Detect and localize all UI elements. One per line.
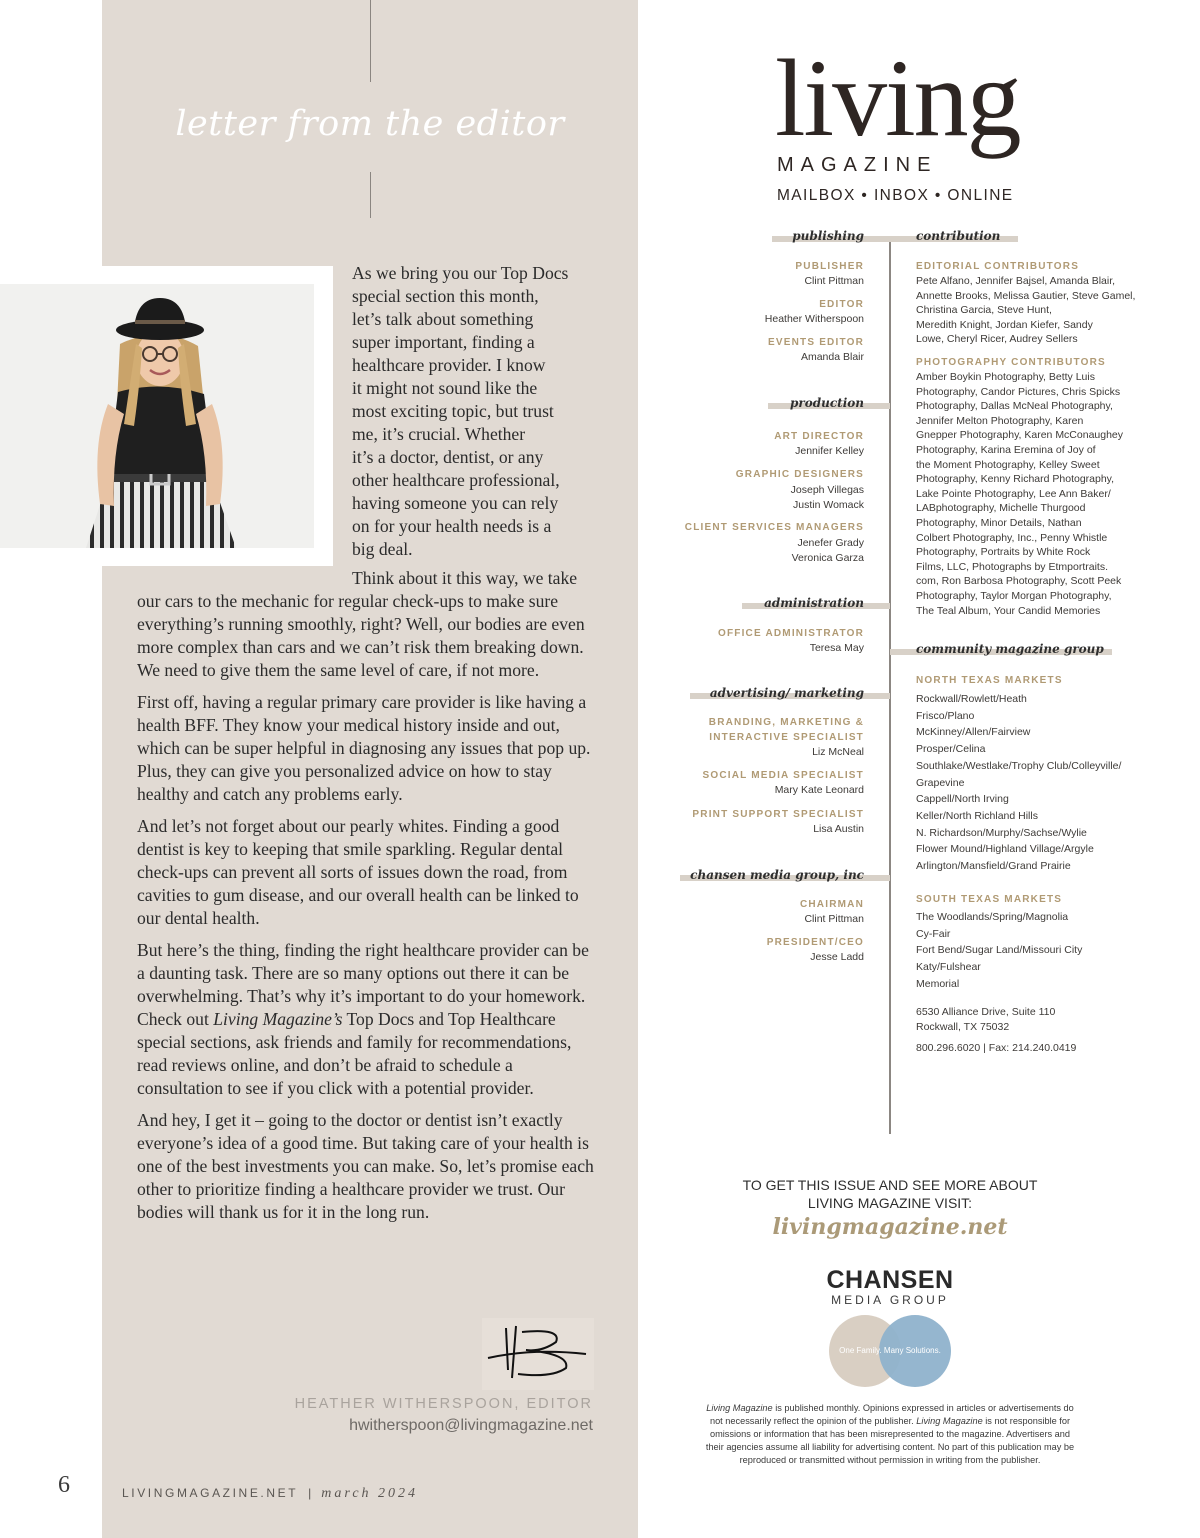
- text-line: The Teal Album, Your Candid Memories: [916, 604, 1101, 617]
- market-item: The Woodlands/Spring/Magnolia: [916, 911, 1069, 923]
- footer-month: march 2024: [321, 1486, 419, 1501]
- paragraph: First off, having a regular primary care provider is like having a health BFF. They know your medical history inside and out, which can be super helpful in diagnosing any issues that pop up. Plus, they can give you personalized advice on how to stay healthy and catch any problems early.: [137, 692, 591, 804]
- opening-paragraph: [352, 262, 595, 561]
- text-line: As we bring you our Top Docs: [352, 263, 569, 283]
- role-label: EDITORIAL CONTRIBUTORS: [916, 261, 1080, 272]
- header-advertising: advertising/ marketing: [709, 686, 864, 700]
- disclaimer-line: their agencies assume all liability for advertising content. No part of this publication may be: [705, 1442, 1075, 1452]
- masthead-center-rule: [889, 238, 891, 1134]
- role-label: BRANDING, MARKETING &: [708, 717, 864, 728]
- role-label: CLIENT SERVICES MANAGERS: [684, 522, 864, 533]
- role-label: SOUTH TEXAS MARKETS: [916, 894, 1063, 905]
- role-label: ART DIRECTOR: [774, 431, 864, 442]
- staff-name: Joseph Villegas: [790, 484, 864, 496]
- paragraph: And hey, I get it – going to the doctor or dentist isn’t exactly everyone’s idea of a good time. But taking care of your health is one of the best investments you can make. So, let’s promise each other to prioritize finding a healthcare provider we trust. Our bodies will thank us for it in the long run.: [137, 1110, 594, 1222]
- staff-name: Jennifer Kelley: [795, 445, 864, 457]
- chansen-logo: CHANSEN: [826, 1266, 954, 1294]
- address-line: Rockwall, TX 75032: [916, 1020, 1010, 1033]
- role-label: CHAIRMAN: [799, 899, 864, 910]
- market-item: McKinney/Allen/Fairview: [916, 726, 1031, 739]
- disclaimer-line: [686, 1415, 1094, 1428]
- editorial-contributors-list: [916, 274, 1135, 347]
- text-line: having someone you can rely: [352, 493, 559, 513]
- text-line: Pete Alfano, Jennifer Bajsel, Amanda Blair,: [916, 275, 1116, 287]
- market-item: N. Richardson/Murphy/Sachse/Wylie: [916, 826, 1087, 839]
- text-line: the Moment Photography, Kelley Sweet: [916, 458, 1100, 471]
- text-line: most exciting topic, but trust: [352, 401, 554, 421]
- promo-text: [740, 1176, 1040, 1212]
- text-line: Jennifer Melton Photography, Karen: [916, 414, 1084, 427]
- disclaimer-line: [686, 1402, 1094, 1415]
- paragraph: Think about it this way, we take our cars to the mechanic for regular check-ups to make sure everything’s running smoothly, right? Well, our bodies are even more complex than cars and we can’t risk them breaking down. We need to give them the same level of care, if not more.: [137, 568, 585, 680]
- address-block: [916, 1005, 1055, 1034]
- text-line: Colbert Photography, Inc., Penny Whistle: [916, 531, 1108, 544]
- footer-site: LIVINGMAGAZINE.NET: [122, 1486, 299, 1500]
- publisher-disclaimer: [686, 1402, 1094, 1467]
- text-line: let’s talk about something: [352, 309, 534, 329]
- market-item: Flower Mound/Highland Village/Argyle: [916, 843, 1094, 856]
- text-line: Photography, Minor Details, Nathan: [916, 516, 1082, 529]
- page-footer: [122, 1486, 418, 1502]
- north-texas-markets-list: [916, 691, 1121, 875]
- text-line: big deal.: [352, 539, 413, 559]
- text-line: me, it’s crucial. Whether: [352, 424, 526, 444]
- disclaimer-line: omissions or information that has been misrepresented to the magazine. Advertisers and: [709, 1429, 1071, 1439]
- role-label: PHOTOGRAPHY CONTRIBUTORS: [916, 357, 1106, 368]
- market-item: Memorial: [916, 977, 960, 990]
- magazine-name-emphasis: Living Magazine: [916, 1416, 983, 1426]
- staff-name: Teresa May: [809, 642, 864, 654]
- staff-name: Heather Witherspoon: [764, 313, 864, 325]
- paragraph: And let’s not forget about our pearly whites. Finding a good dentist is key to keeping that smile sparkling. Regular dental check-ups can prevent all sorts of issues down the road, from cavities to gum disease, and our overall health can be linked to our dental health.: [137, 816, 579, 928]
- promo-line: TO GET THIS ISSUE AND SEE MORE ABOUT: [742, 1177, 1038, 1193]
- magazine-name-emphasis: Living Magazine’s: [213, 1009, 343, 1029]
- text-line: LABphotography, Michelle Thurgood: [916, 502, 1086, 515]
- text-line: it might not sound like the: [352, 378, 538, 398]
- market-item: Grapevine: [916, 776, 965, 789]
- promo-line: LIVING MAGAZINE VISIT:: [807, 1195, 973, 1211]
- phone-fax: 800.296.6020 | Fax: 214.240.0419: [916, 1042, 1077, 1054]
- living-logo: living: [775, 37, 1020, 159]
- text-line: Photography, Dallas McNeal Photography,: [916, 400, 1113, 413]
- signature-name: HEATHER WITHERSPOON, EDITOR: [294, 1396, 593, 1412]
- text-line: Films, LLC, Photographs by Etmportraits.: [916, 560, 1108, 573]
- role-label: EDITOR: [819, 299, 864, 310]
- header-chansen: chansen media group, inc: [690, 868, 864, 882]
- disclaimer-text: is not responsible for: [982, 1416, 1071, 1426]
- divider-line: [370, 172, 371, 218]
- address-line: 6530 Alliance Drive, Suite 110: [916, 1006, 1056, 1018]
- divider-line: [370, 0, 371, 82]
- text-line: Lowe, Cheryl Ricer, Audrey Sellers: [916, 333, 1078, 346]
- signature-image: [482, 1318, 594, 1390]
- section-title: letter from the editor: [175, 104, 565, 144]
- staff-name: Mary Kate Leonard: [774, 784, 864, 796]
- role-label: SOCIAL MEDIA SPECIALIST: [702, 770, 864, 781]
- market-item: Frisco/Plano: [916, 709, 975, 722]
- role-label: OFFICE ADMINISTRATOR: [717, 628, 864, 639]
- chansen-logo-sub: MEDIA GROUP: [831, 1293, 949, 1307]
- magazine-logo-sub: MAGAZINE: [777, 154, 938, 176]
- text-line: healthcare provider. I know: [352, 355, 546, 375]
- photography-contributors-list: [916, 370, 1123, 618]
- text-line: Lake Pointe Photography, Lee Ann Baker/: [916, 487, 1111, 500]
- market-item: Prosper/Celina: [916, 743, 986, 756]
- market-item: Rockwall/Rowlett/Heath: [916, 693, 1027, 705]
- text-line: Photography, Taylor Morgan Photography,: [916, 589, 1112, 602]
- staff-name: Justin Womack: [793, 499, 864, 511]
- text-line: com, Ron Barbosa Photography, Scott Peek: [916, 575, 1122, 588]
- staff-name: Liz McNeal: [812, 746, 864, 758]
- role-label: PUBLISHER: [795, 261, 864, 272]
- paragraph-text: But here’s the thing, finding the right healthcare provider can be a daunting task. There are so many options out there it can be overwhelming. That’s why it’s important to do your homework. Check out: [137, 940, 589, 1029]
- staff-name: Veronica Garza: [791, 552, 864, 564]
- text-line: Meredith Knight, Jordan Kiefer, Sandy: [916, 318, 1093, 331]
- editor-email-link[interactable]: hwitherspoon@livingmagazine.net: [349, 1417, 593, 1434]
- south-texas-markets-list: [916, 909, 1082, 993]
- text-line: Photography, Candor Pictures, Chris Spicks: [916, 385, 1121, 398]
- text-line: super important, finding a: [352, 332, 535, 352]
- chansen-slogan: One Family. Many Solutions.: [839, 1346, 941, 1355]
- role-label: GRAPHIC DESIGNERS: [735, 469, 864, 480]
- role-label: EVENTS EDITOR: [768, 337, 864, 348]
- staff-name: Clint Pittman: [804, 275, 864, 287]
- staff-name: Jenefer Grady: [797, 537, 864, 549]
- role-label: NORTH TEXAS MARKETS: [916, 675, 1063, 686]
- magazine-name-emphasis: Living Magazine: [706, 1403, 773, 1413]
- paragraph: [137, 939, 595, 1100]
- market-item: Arlington/Mansfield/Grand Prairie: [916, 860, 1071, 873]
- header-production: production: [790, 396, 864, 410]
- staff-name: Lisa Austin: [813, 823, 864, 835]
- text-line: special section this month,: [352, 286, 539, 306]
- website-link[interactable]: livingmagazine.net: [772, 1214, 1008, 1240]
- role-label: INTERACTIVE SPECIALIST: [709, 732, 864, 743]
- text-line: Photography, Kenny Richard Photography,: [916, 473, 1115, 486]
- footer-separator: |: [308, 1486, 312, 1500]
- paragraph-text: Top Docs and Top Healthcare special sections, ask friends and family for recommendations, read reviews online, and don’t be afraid to schedule a consultation to see if you click with a potential provider.: [137, 1009, 572, 1098]
- text-line: on for your health needs is a: [352, 516, 552, 536]
- text-line: Gnepper Photography, Karen McConaughey: [916, 429, 1124, 442]
- market-item: Katy/Fulshear: [916, 961, 981, 974]
- text-line: Annette Brooks, Melissa Gautier, Steve Gamel,: [916, 289, 1136, 302]
- role-label: PRINT SUPPORT SPECIALIST: [692, 809, 864, 820]
- market-item: Keller/North Richland Hills: [916, 809, 1038, 822]
- header-publishing: publishing: [792, 229, 864, 243]
- header-contribution: contribution: [916, 229, 1001, 243]
- staff-name: Amanda Blair: [800, 351, 864, 363]
- text-line: Photography, Portraits by White Rock: [916, 546, 1091, 559]
- text-line: Christina Garcia, Steve Hunt,: [916, 304, 1052, 317]
- staff-name: Jesse Ladd: [810, 951, 864, 963]
- text-line: Photography, Karina Eremina of Joy of: [916, 443, 1096, 456]
- market-item: Southlake/Westlake/Trophy Club/Colleyville/: [916, 759, 1122, 772]
- page-number: 6: [58, 1472, 70, 1498]
- role-label: PRESIDENT/CEO: [766, 937, 864, 948]
- disclaimer-text: is published monthly. Opinions expressed in articles or advertisements do: [772, 1403, 1074, 1413]
- disclaimer-text: not necessarily reflect the opinion of the publisher.: [709, 1416, 917, 1426]
- market-item: Fort Bend/Sugar Land/Missouri City: [916, 944, 1083, 957]
- tagline: MAILBOX • INBOX • ONLINE: [777, 187, 1014, 204]
- text-line: it’s a doctor, dentist, or any: [352, 447, 544, 467]
- header-community: community magazine group: [916, 642, 1104, 656]
- header-administration: administration: [764, 596, 864, 610]
- market-item: Cappell/North Irving: [916, 793, 1009, 806]
- text-line: other healthcare professional,: [352, 470, 560, 490]
- disclaimer-line: reproduced or transmitted without permission in writing from the publisher.: [739, 1455, 1041, 1465]
- letter-body: [137, 262, 595, 1233]
- staff-name: Clint Pittman: [804, 913, 864, 925]
- market-item: Cy-Fair: [916, 927, 951, 940]
- text-line: Amber Boykin Photography, Betty Luis: [916, 371, 1095, 383]
